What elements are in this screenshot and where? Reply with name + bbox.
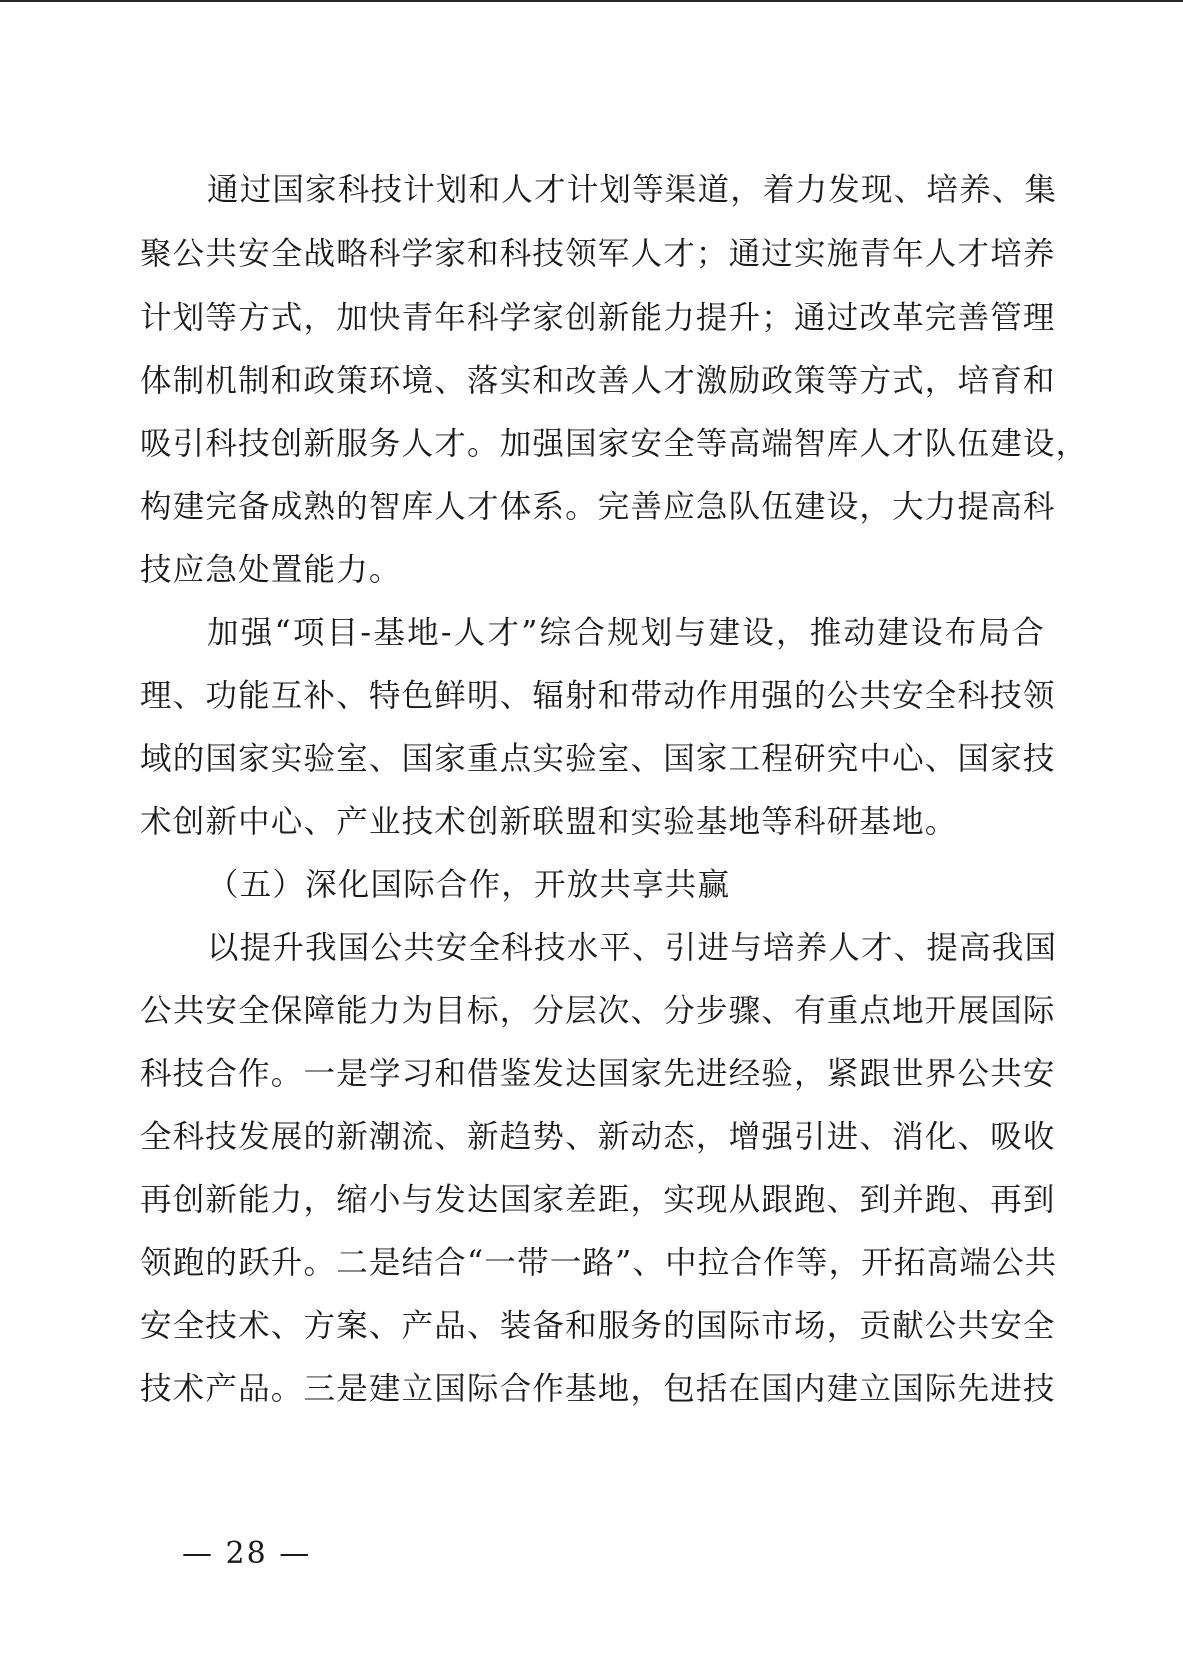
paragraph-line: 全科技发展的新潮流、新趋势、新动态，增强引进、消化、吸收 <box>140 1119 1056 1155</box>
paragraph-line: 技应急处置能力。 <box>140 552 402 588</box>
paragraph-line: 再创新能力，缩小与发达国家差距，实现从跟跑、到并跑、再到 <box>140 1182 1056 1218</box>
paragraph-line: 域的国家实验室、国家重点实验室、国家工程研究中心、国家技 <box>140 741 1056 777</box>
paragraph-line: 技术产品。三是建立国际合作基地，包括在国内建立国际先进技 <box>140 1371 1056 1407</box>
paragraph-line: 构建完备成熟的智库人才体系。完善应急队伍建设，大力提高科 <box>140 489 1056 525</box>
section-heading: （五）深化国际合作，开放共享共赢 <box>207 867 731 903</box>
paragraph-line: 以提升我国公共安全科技水平、引进与培养人才、提高我国 <box>207 930 1058 966</box>
paragraph-line: 科技合作。一是学习和借鉴发达国家先进经验，紧跟世界公共安 <box>140 1056 1056 1092</box>
paragraph-line: 理、功能互补、特色鲜明、辐射和带动作用强的公共安全科技领 <box>140 678 1056 714</box>
paragraph-line: 计划等方式，加快青年科学家创新能力提升；通过改革完善管理 <box>140 300 1056 336</box>
paragraph-line: 通过国家科技计划和人才计划等渠道，着力发现、培养、集 <box>207 172 1058 208</box>
paragraph-line: 术创新中心、产业技术创新联盟和实验基地等科研基地。 <box>140 804 958 840</box>
paragraph-line: 加强“项目-基地-人才”综合规划与建设，推动建设布局合 <box>207 615 1045 651</box>
paragraph-line: 领跑的跃升。二是结合“一带一路”、中拉合作等，开拓高端公共 <box>140 1245 1058 1281</box>
paragraph-line: 体制机制和政策环境、落实和改善人才激励政策等方式，培育和 <box>140 363 1056 399</box>
page-number: — 28 — <box>182 1536 312 1571</box>
paragraph-line: 安全技术、方案、产品、装备和服务的国际市场，贡献公共安全 <box>140 1308 1056 1344</box>
paragraph-line: 聚公共安全战略科学家和科技领军人才；通过实施青年人才培养 <box>140 236 1056 272</box>
paragraph-line: 公共安全保障能力为目标，分层次、分步骤、有重点地开展国际 <box>140 993 1056 1029</box>
paragraph-line: 吸引科技创新服务人才。加强国家安全等高端智库人才队伍建设， <box>140 426 1089 462</box>
